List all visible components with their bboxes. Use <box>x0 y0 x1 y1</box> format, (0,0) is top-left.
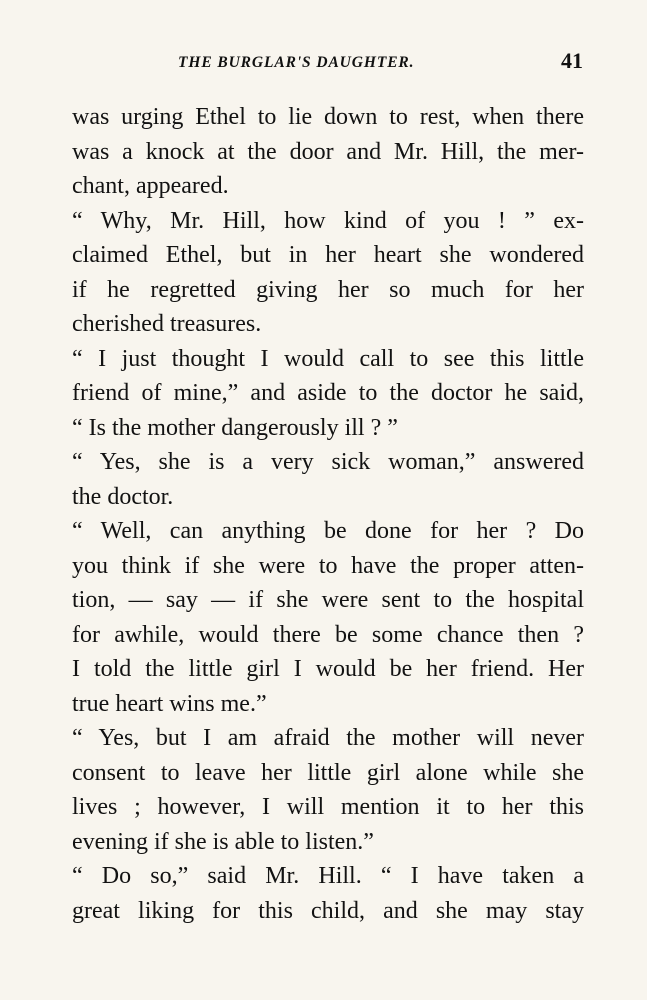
text-line: claimed Ethel, but in her heart she wondered <box>72 242 584 268</box>
text-line: for awhile, would there be some chance then ? <box>72 621 584 648</box>
text-line: the doctor. <box>72 483 174 510</box>
text-line: “ Is the mother dangerously ill ? ” <box>72 414 398 441</box>
text-line: tion, — say — if she were sent to the hospital <box>72 587 584 613</box>
text-line: chant, appeared. <box>72 173 229 199</box>
text-line: I told the little girl I would be her friend. Her <box>72 656 584 682</box>
text-line: true heart wins me.” <box>72 690 267 717</box>
text-line: great liking for this child, and she may stay <box>72 897 584 924</box>
page-number: 41 <box>561 48 583 73</box>
text-line: was a knock at the door and Mr. Hill, the mer- <box>72 138 584 165</box>
text-line: “ Do so,” said Mr. Hill. “ I have taken a <box>72 863 584 889</box>
running-title: THE BURGLAR'S DAUGHTER. <box>178 54 415 71</box>
running-head <box>178 48 583 80</box>
text-line: was urging Ethel to lie down to rest, when there <box>72 104 584 130</box>
text-line: “ I just thought I would call to see this little <box>72 345 584 372</box>
text-line: “ Yes, but I am afraid the mother will never <box>72 725 584 751</box>
text-line: lives ; however, I will mention it to her this <box>72 794 584 820</box>
text-line: friend of mine,” and aside to the doctor he said, <box>72 380 584 406</box>
page-text <box>72 100 584 928</box>
text-line: “ Well, can anything be done for her ? Do <box>72 518 584 544</box>
text-line: you think if she were to have the proper atten- <box>72 552 584 579</box>
text-line: “ Yes, she is a very sick woman,” answered <box>72 449 584 475</box>
text-line: evening if she is able to listen.” <box>72 828 374 855</box>
text-line: if he regretted giving her so much for her <box>72 276 584 303</box>
text-line: “ Why, Mr. Hill, how kind of you ! ” ex- <box>72 207 584 234</box>
text-line: consent to leave her little girl alone while she <box>72 759 584 786</box>
text-line: cherished treasures. <box>72 311 262 337</box>
